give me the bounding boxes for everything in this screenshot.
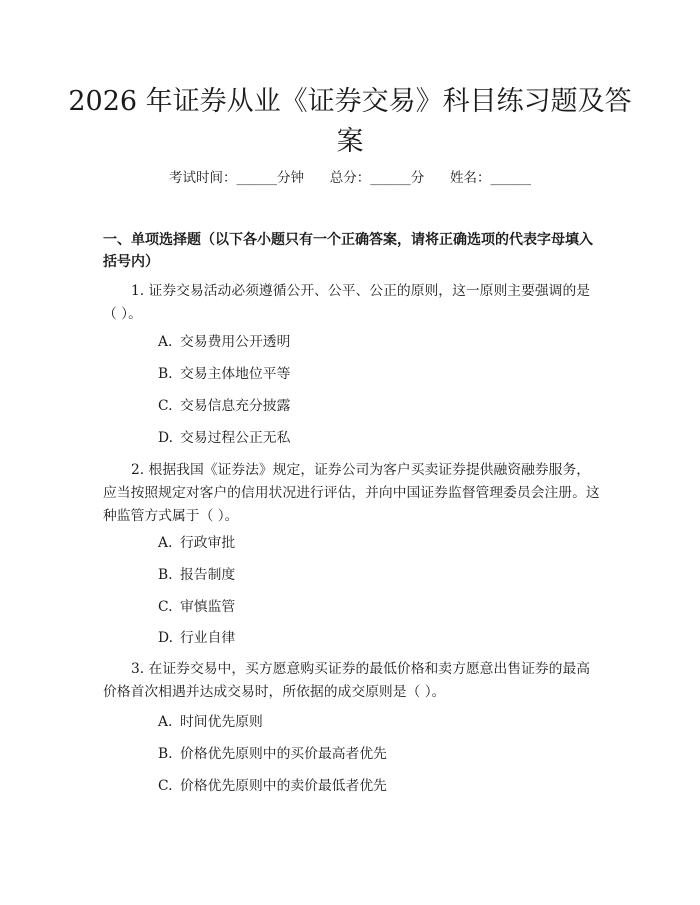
option-letter: D. (158, 430, 173, 446)
option-letter: A. (158, 714, 173, 730)
option-2a (158, 532, 598, 554)
option-1a (158, 331, 598, 353)
option-2d (158, 627, 598, 649)
exam-info-line: 考试时间：______分钟 总分：______分 姓名：______ (169, 170, 531, 186)
option-text: 报告制度 (180, 567, 236, 583)
option-letter: B. (158, 567, 173, 583)
section-heading: 一、单项选择题（以下各小题只有一个正确答案，请将正确选项的代表字母填入括号内） (103, 232, 593, 270)
option-text: 价格优先原则中的卖价最低者优先 (180, 778, 387, 794)
option-letter: B. (158, 746, 173, 762)
option-text: 价格优先原则中的买价最高者优先 (180, 746, 387, 762)
option-text: 审慎监管 (180, 599, 236, 615)
option-3b (158, 743, 598, 765)
option-3a (158, 711, 598, 733)
option-text: 交易信息充分披露 (180, 398, 291, 414)
option-1d (158, 427, 598, 449)
option-text: 行政审批 (180, 535, 236, 551)
option-letter: B. (158, 366, 173, 382)
option-letter: D. (158, 630, 173, 646)
option-2c (158, 596, 598, 618)
option-letter: C. (158, 599, 173, 615)
option-text: 交易主体地位平等 (180, 366, 291, 382)
question-3: 3. 在证券交易中，买方愿意购买证券的最低价格和卖方愿意出售证券的最高价格首次相遇并达成交易时，所依据的成交原则是（ ）。 (103, 661, 591, 700)
option-1c (158, 395, 598, 417)
option-text: 行业自律 (180, 630, 236, 646)
option-3c (158, 775, 598, 797)
option-letter: A. (158, 334, 173, 350)
option-text: 交易过程公正无私 (180, 430, 291, 446)
document-title: 2026 年证券从业《证券交易》科目练习题及答案 (68, 86, 632, 157)
option-letter: C. (158, 778, 173, 794)
option-text: 时间优先原则 (180, 714, 263, 730)
question-2: 2. 根据我国《证券法》规定，证券公司为客户买卖证券提供融资融券服务，应当按照规定对客户的信用状况进行评估，并向中国证券监督管理委员会注册。这种监管方式属于（ ）。 (103, 462, 600, 524)
option-1b (158, 363, 598, 385)
option-text: 交易费用公开透明 (180, 334, 291, 350)
question-1: 1. 证券交易活动必须遵循公开、公平、公正的原则，这一原则主要强调的是（ ）。 (103, 283, 591, 322)
option-letter: C. (158, 398, 173, 414)
option-letter: A. (158, 535, 173, 551)
option-2b (158, 564, 598, 586)
